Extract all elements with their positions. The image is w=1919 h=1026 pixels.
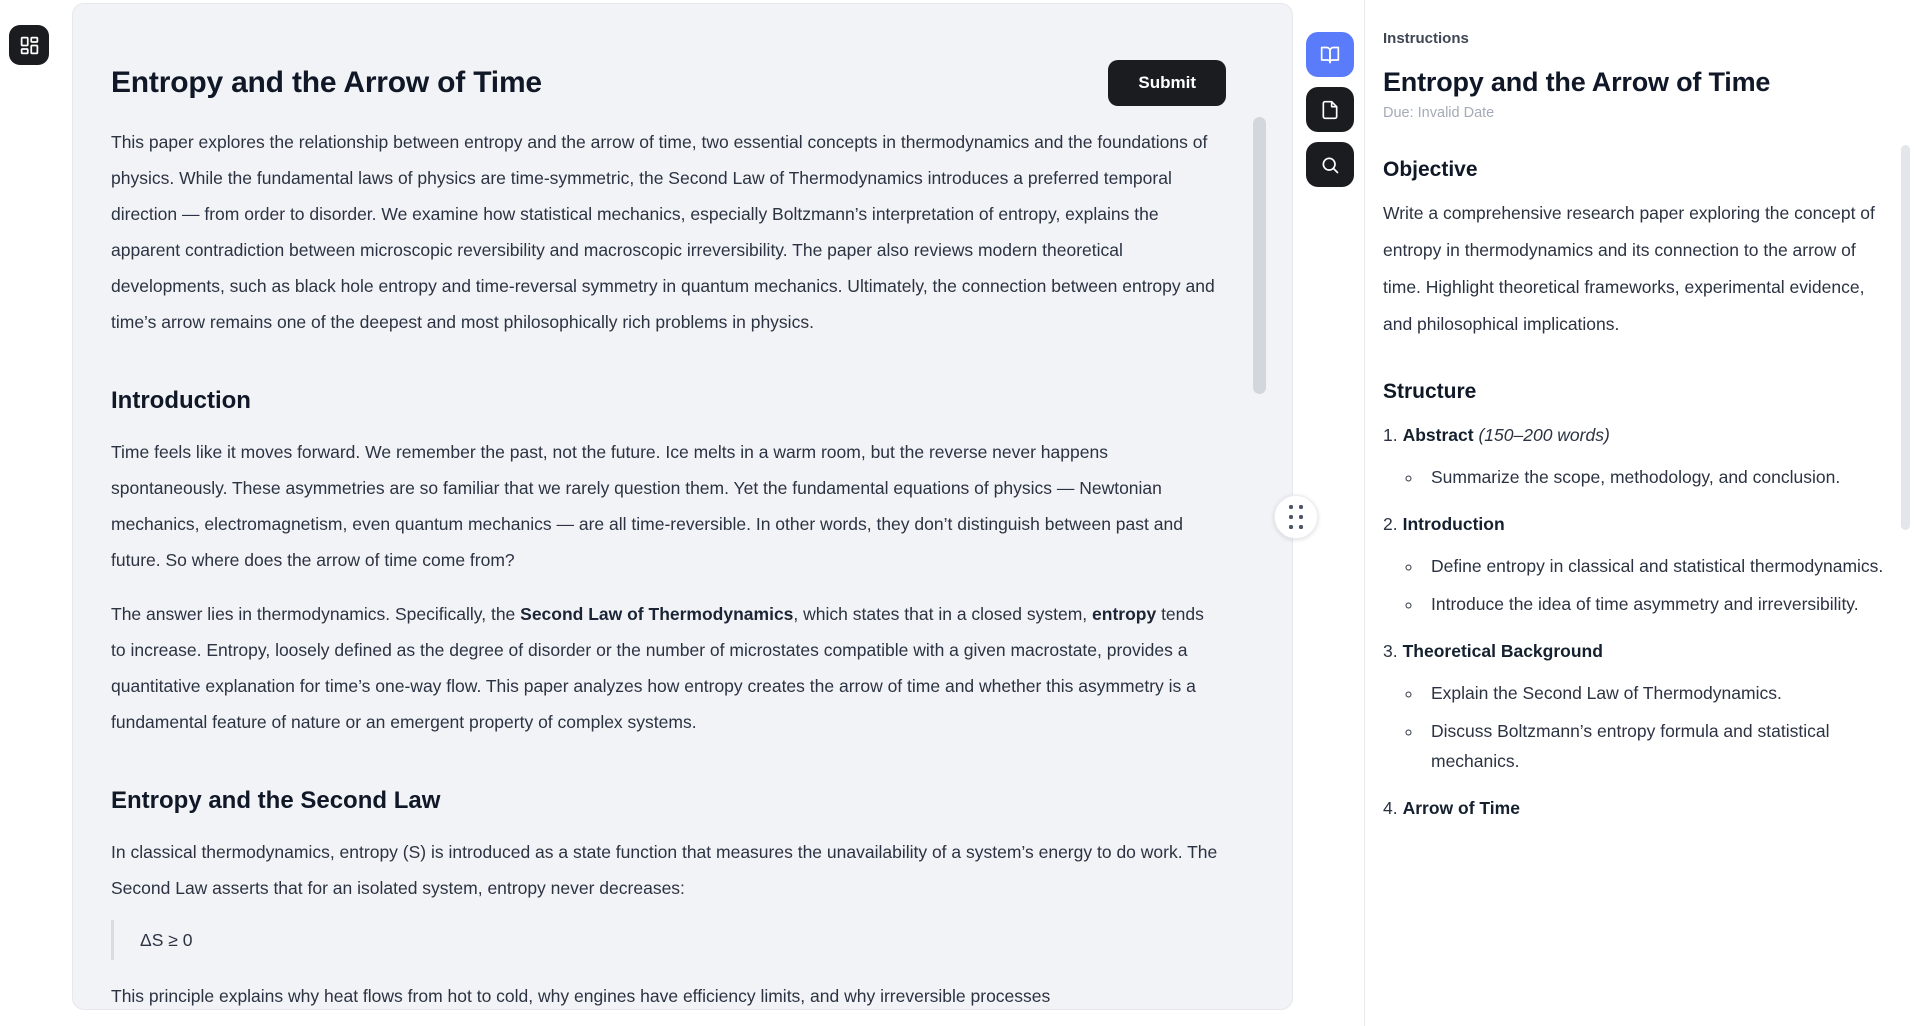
objective-heading: Objective — [1383, 158, 1478, 181]
document-tab-button[interactable] — [1306, 87, 1354, 132]
search-tab-button[interactable] — [1306, 142, 1354, 187]
structure-list — [1383, 420, 1889, 823]
equation-block: ΔS ≥ 0 — [111, 920, 1222, 960]
panel-resize-handle[interactable] — [1274, 495, 1318, 539]
search-icon — [1320, 155, 1340, 175]
instructions-panel — [1364, 0, 1919, 1026]
paragraph: Time feels like it moves forward. We remember the past, not the future. Ice melts in a warm room, but the reverse never happens spontaneously. These asymmetries are so familiar that we rarely question them. Yet the fundamental equations of physics — Newtonian mechanics, electromagnetism, even quantum mechanics — are all time-reversible. In other words, they don’t distinguish between past and future. So where does the arrow of time come from? — [111, 442, 1183, 570]
paragraph: This principle explains why heat flows from hot to cold, why engines have efficiency limits, and why irreversible processes — [111, 986, 1051, 1006]
paragraph: In classical thermodynamics, entropy (S) is introduced as a state function that measures the unavailability of a system’s energy to do work. The Second Law asserts that for an isolated system, entropy never decreases: — [111, 842, 1218, 898]
grip-dots-icon — [1289, 505, 1303, 529]
submit-button[interactable]: Submit — [1108, 60, 1226, 106]
paragraph: The answer lies in thermodynamics. Specifically, the Second Law of Thermodynamics, which states that in a closed system, entropy tends to increase. Entropy, loosely defined as the degree of disorder or the number of microstates compatible with a given macrostate, provides a quantitative explanation for time’s one-way flow. This paper analyzes how entropy creates the arrow of time and whether this asymmetry is a fundamental feature of nature or an emergent property of complex systems. — [111, 604, 1204, 732]
editor-header — [111, 60, 1226, 106]
structure-bullet: ◦ Define entropy in classical and statistical thermodynamics. — [1423, 551, 1889, 581]
assignment-title: Entropy and the Arrow of Time — [1383, 67, 1771, 97]
panel-eyebrow: Instructions — [1383, 30, 1469, 47]
structure-item: 2. Introduction ◦ Define entropy in classical and statistical thermodynamics. ◦ Introduce the idea of time asymmetry and irreversibility. — [1383, 509, 1889, 619]
structure-item: 4. Arrow of Time — [1383, 798, 1520, 818]
due-date: Due: Invalid Date — [1383, 105, 1495, 121]
book-open-icon — [1320, 45, 1340, 65]
structure-heading: Structure — [1383, 380, 1477, 403]
structure-bullet: ◦ Summarize the scope, methodology, and conclusion. — [1423, 462, 1889, 492]
editor-pane — [72, 3, 1293, 1010]
file-icon — [1320, 100, 1340, 120]
paragraph: This paper explores the relationship between entropy and the arrow of time, two essential concepts in thermodynamics and the foundations of physics. While the fundamental laws of physics are time-symmetric, the Second Law of Thermodynamics introduces a preferred temporal direction — from order to disorder. We examine how statistical mechanics, especially Boltzmann’s interpretation of entropy, explains the apparent contradiction between microscopic reversibility and macroscopic irreversibility. The paper also reviews modern theoretical developments, such as black hole entropy and time-reversal symmetry in quantum mechanics. Ultimately, the connection between entropy and time’s arrow remains one of the deepest and most philosophically rich problems in physics. — [111, 132, 1215, 332]
structure-bullet: ◦ Discuss Boltzmann’s entropy formula and statistical mechanics. — [1423, 716, 1889, 776]
section-heading: Introduction — [111, 387, 251, 414]
left-rail — [0, 0, 72, 1026]
dashboard-button[interactable] — [9, 25, 49, 65]
document-title: Entropy and the Arrow of Time — [111, 66, 542, 99]
structure-bullet: ◦ Introduce the idea of time asymmetry and irreversibility. — [1423, 589, 1889, 619]
objective-text: Write a comprehensive research paper exploring the concept of entropy in thermodynamics and its connection to the arrow of time. Highlight theoretical frameworks, experimental evidence, and philosophical implications. — [1383, 203, 1875, 334]
editor-scrollbar-thumb[interactable] — [1253, 117, 1266, 394]
structure-item: 1. Abstract (150–200 words) ◦ Summarize the scope, methodology, and conclusion. — [1383, 420, 1889, 492]
panel-toolbar — [1306, 32, 1354, 187]
document-body[interactable] — [111, 124, 1222, 1010]
instructions-tab-button[interactable] — [1306, 32, 1354, 77]
structure-item: 3. Theoretical Background ◦ Explain the Second Law of Thermodynamics. ◦ Discuss Boltzmann’s entropy formula and statistical mechanics. — [1383, 636, 1889, 776]
structure-bullet: ◦ Explain the Second Law of Thermodynamics. — [1423, 678, 1889, 708]
section-heading: Entropy and the Second Law — [111, 787, 441, 814]
instructions-scrollbar-thumb[interactable] — [1901, 145, 1910, 530]
dashboard-icon — [19, 35, 40, 56]
